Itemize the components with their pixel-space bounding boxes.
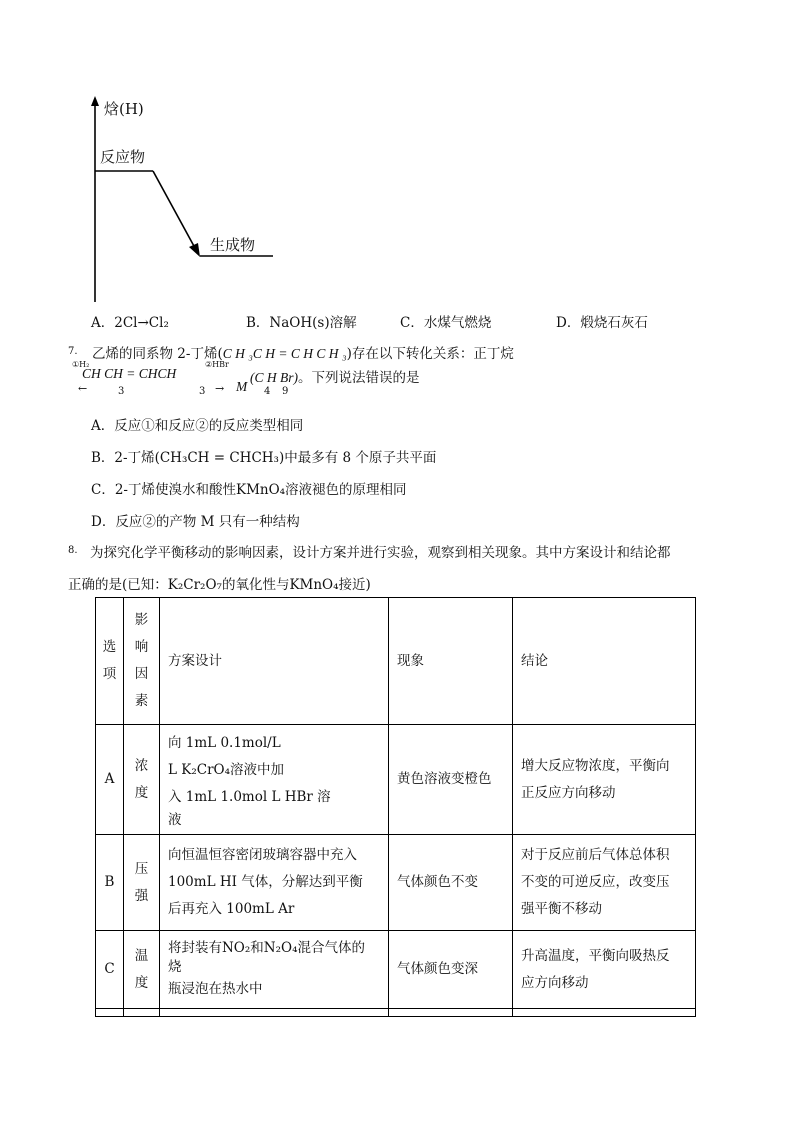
row-a-design-line1: 向 1mL 0.1mol/L [168,735,281,751]
row-a-design [160,725,389,835]
header-option: 选 项 [96,598,124,725]
q7-product-formula-open: (C H Br) [250,370,298,385]
header-factor: 影 响 因 素 [124,598,160,725]
q6-option-d: D．煅烧石灰石 [556,315,648,331]
row-a-conclusion-line2: 正反应方向移动 [521,784,616,801]
q7-product-sub4: 4 [264,386,271,397]
table-row [96,835,696,931]
row-b-phenomenon: 气体颜色不变 [389,835,513,931]
row-b-conclusion-line2: 不变的可逆反应，改变压 [521,874,670,890]
q7-product-sub9: 9 [282,386,289,397]
q8-number: 8. [68,545,78,556]
q8-line2: 正确的是(已知：K₂Cr₂O₇的氧化性与KMnO₄接近) [68,577,371,593]
row-b-design-line2: 100mL HI 气体，分解达到平衡 [168,874,363,890]
row-a-design-line4: 液 [168,812,182,828]
row-b-conclusion-line3: 强平衡不移动 [521,901,602,917]
experiment-table [95,597,696,1017]
product-label: 生成物 [210,236,256,254]
row-a-conclusion-line1: 增大反应物浓度，平衡向 [521,757,670,774]
q7-option-b: B．2-丁烯(CH₃CH = CHCH₃)中最多有 8 个原子共平面 [91,450,437,466]
row-b-design [160,835,389,931]
q6-option-b: B．NaOH(s)溶解 [246,315,357,331]
row-c-conclusion-line1: 升高温度，平衡向吸热反 [521,947,670,964]
row-c-design-line2: 烧 [168,958,182,975]
q7-number: 7. [68,346,78,357]
q7-middle-formula: CH CH = CHCH [82,366,177,381]
row-c-phenomenon: 气体颜色变深 [389,931,513,1009]
q7-arrow2: → [215,382,225,395]
row-b-factor: 压 强 [124,835,160,931]
q8-line1: 为探究化学平衡移动的影响因素，设计方案并进行实验，观察到相关现象。其中方案设计和结论都 [90,545,671,561]
q7-stem-prefix: 乙烯的同系物 2-丁烯( [92,346,223,362]
reaction-arrow-line [153,171,195,248]
q7-sub3b: 3 [199,386,206,397]
row-a-design-line2: L K₂CrO₄溶液中加 [168,762,285,778]
table-header-row [96,598,696,725]
row-a-phenomenon: 黄色溶液变橙色 [389,725,513,835]
q6-option-c: C．水煤气燃烧 [400,315,492,331]
row-c-design-line3: 瓶浸泡在热水中 [168,980,263,997]
row-c-conclusion-line2: 应方向移动 [521,974,589,991]
row-c-design-line1: 将封装有NO₂和N₂O₄混合气体的 [168,939,365,956]
table-row-partial [96,1009,696,1017]
row-c-factor: 温 度 [124,931,160,1009]
header-conclusion: 结论 [513,598,696,725]
enthalpy-diagram [80,92,310,307]
q7-option-c: C．2-丁烯使溴水和酸性KMnO₄溶液褪色的原理相同 [91,482,407,498]
row-c-option: C [96,931,124,1009]
row-b-design-line3: 后再充入 100mL Ar [168,901,295,917]
q7-product-m: M [236,379,248,394]
table-row [96,725,696,835]
q7-product-formula [250,366,420,386]
q7-arrow1: ← [78,382,88,395]
header-phenomenon: 现象 [389,598,513,725]
q7-sub3a: 3 [118,386,125,397]
row-a-factor: 浓 度 [124,725,160,835]
q7-stem-line1 [92,342,514,362]
q7-stem-end: 。下列说法错误的是 [298,370,420,386]
row-b-conclusion-line1: 对于反应前后气体总体积 [521,847,670,863]
q7-arrow1-label: ①H₂ [72,360,90,369]
q6-option-a: A．2Cl→Cl₂ [91,315,169,331]
row-a-option: A [96,725,124,835]
row-b-design-line1: 向恒温恒容密闭玻璃容器中充入 [168,847,357,863]
reactant-label: 反应物 [100,148,146,166]
y-axis-arrowhead [91,96,99,106]
q7-stem-suffix: )存在以下转化关系：正丁烷 [346,346,514,362]
reaction-arrowhead [189,243,200,257]
row-b-option: B [96,835,124,931]
row-b-conclusion [513,835,696,931]
q7-option-a: A．反应①和反应②的反应类型相同 [91,418,304,434]
row-c-conclusion [513,931,696,1009]
row-a-design-line3: 入 1mL 1.0mol L HBr 溶 [168,789,331,805]
table-row [96,931,696,1009]
row-a-conclusion [513,725,696,835]
header-design: 方案设计 [160,598,389,725]
q7-arrow2-label: ②HBr [205,360,229,369]
row-c-design [160,931,389,1009]
y-axis-label: 焓(H) [104,100,144,118]
q7-stem-formula: C H ₃C H = C H C H ₃ [222,346,347,361]
q7-option-d: D．反应②的产物 M 只有一种结构 [91,514,300,530]
